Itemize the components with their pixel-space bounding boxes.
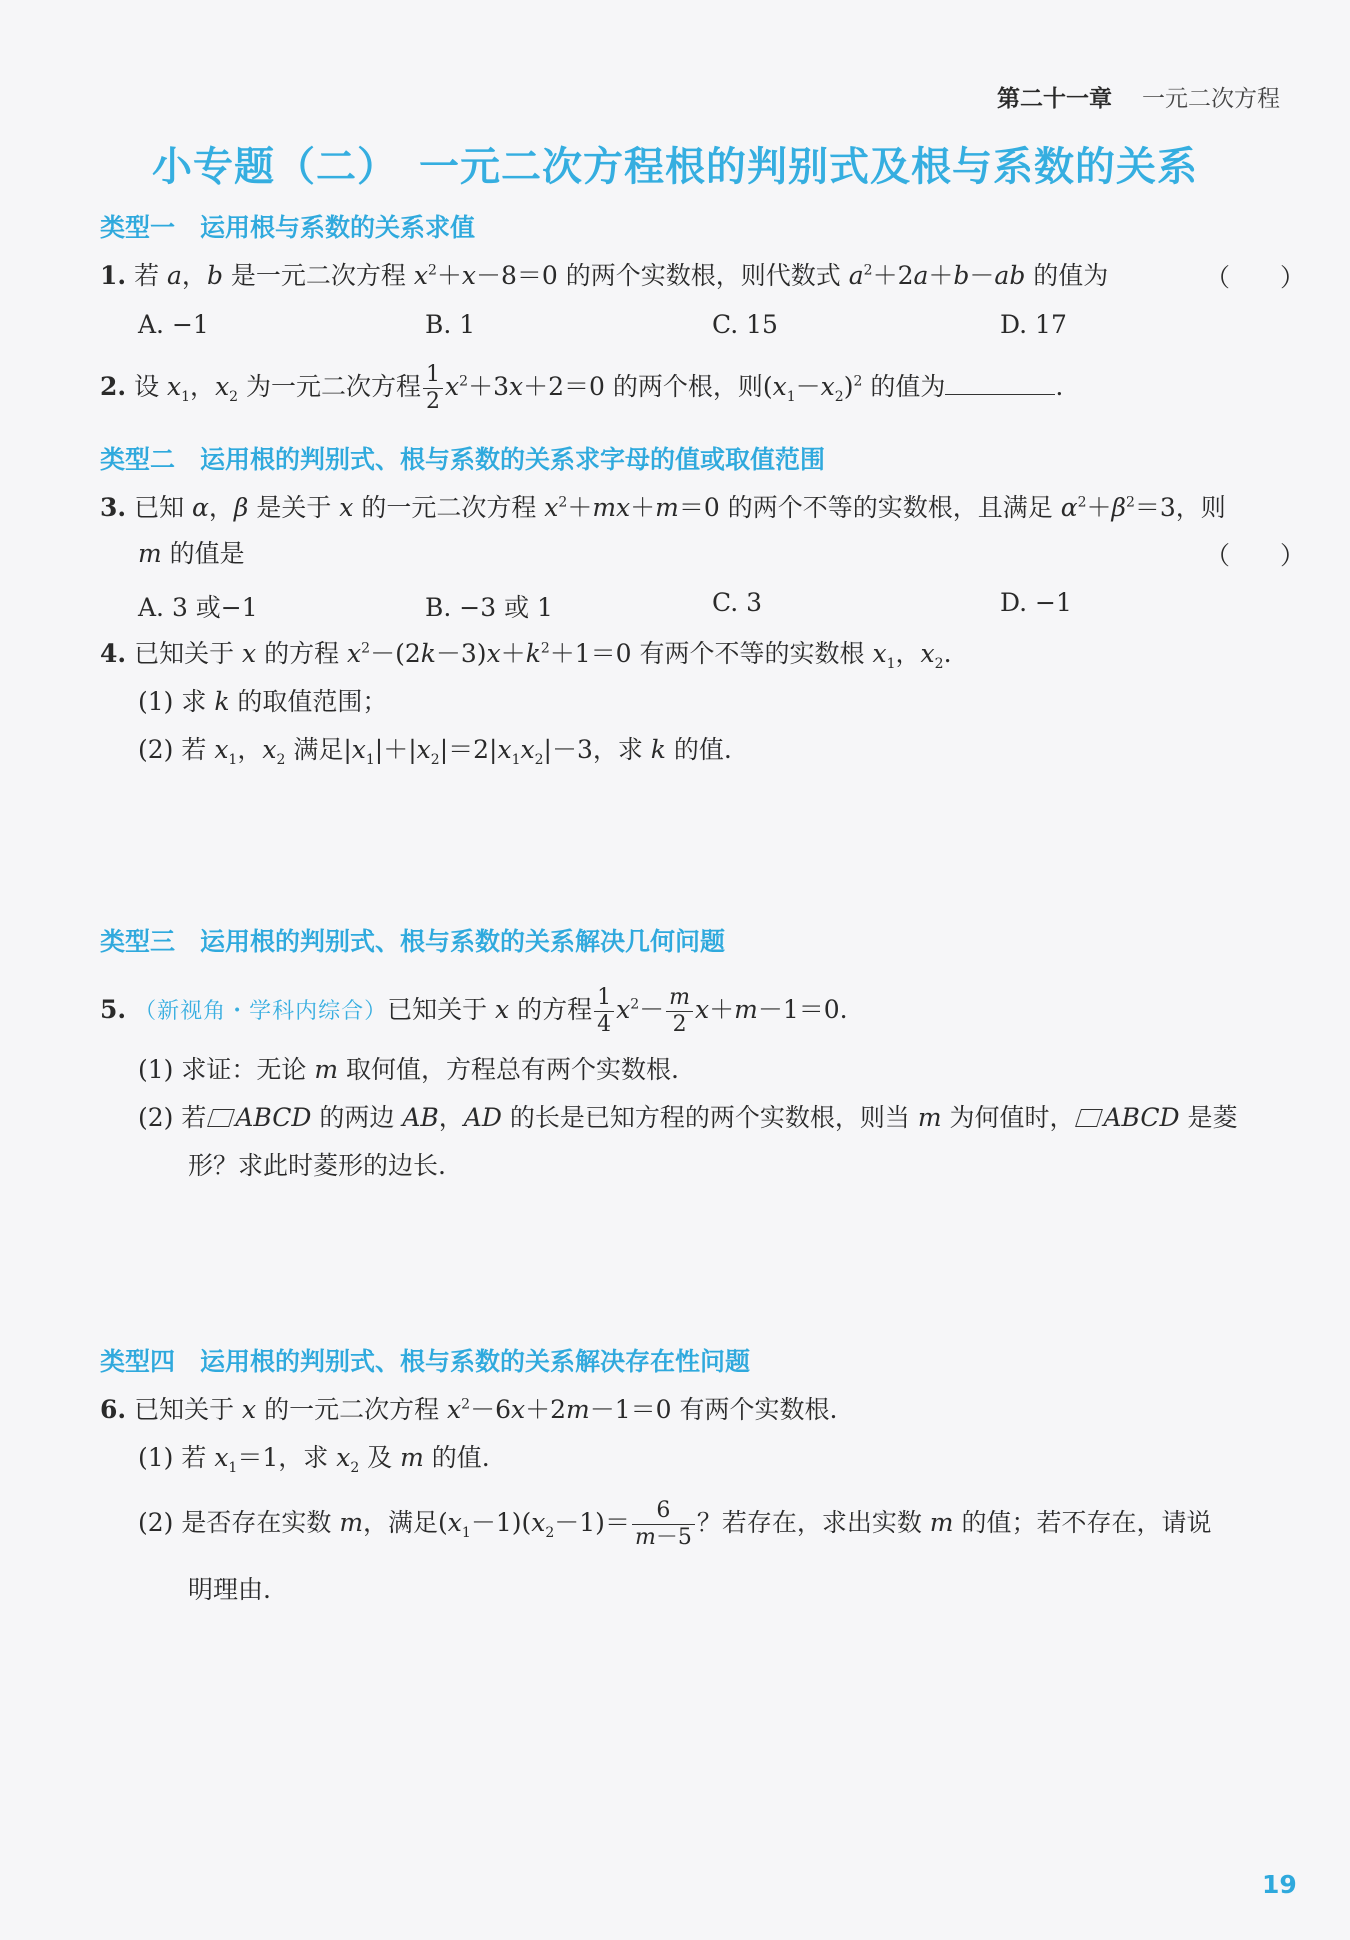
q1-option-b: B. 1 [425, 310, 476, 339]
answer-paren: （ ） [1205, 263, 1306, 292]
question-5: 5. （新视角・学科内综合）已知关于 x 的方程 $\frac{1}{4}$ $x^2-$ $\frac{m}{2}$ x＋m－1＝0. [100, 985, 848, 1037]
page-number: 19 [1262, 1870, 1297, 1899]
answer-paren: （ ） [1205, 541, 1306, 570]
question-1: 1. 若 a，b 是一元二次方程 $x^2+x-8=0$ 的两个实数根，则代数式 $a^2+2a+b-ab$ 的值为 [100, 261, 1109, 290]
type-3-heading: 类型三 运用根的判别式、根与系数的关系解决几何问题 [100, 927, 726, 956]
chapter-label: 第二十一章 [997, 86, 1112, 112]
question-number: 2. [100, 372, 127, 401]
chapter-topic: 一元二次方程 [1142, 86, 1280, 112]
question-6-part-2: (2) 是否存在实数 m，满足$(x_1-1)(x_2-1)=$ $\frac{6}{m-5}$ ？若存在，求出实数 m 的值；若不存在，请说 [138, 1498, 1212, 1550]
question-3-cont: m 的值是 [138, 539, 245, 568]
answer-blank[interactable] [945, 372, 1055, 395]
question-2: 2. 设 $x_1$，$x_2$ 为一元二次方程 $\frac{1}{2}$ $x^2+3x+2=0$ 的两个根，则$(x_1-x_2)^2$ 的值为 . [100, 362, 1064, 414]
q3-option-a: A. 3 或−1 [138, 593, 258, 622]
question-4-part-1: (1) 求 k 的取值范围； [138, 687, 388, 716]
type-2-heading: 类型二 运用根的判别式、根与系数的关系求字母的值或取值范围 [100, 445, 826, 474]
question-6: 6. 已知关于 x 的一元二次方程 $x^2-6x+2m-1=0$ 有两个实数根. [100, 1395, 838, 1424]
fraction: $\frac{m}{2}$ [666, 985, 693, 1038]
page-title: 小专题（二） 一元二次方程根的判别式及根与系数的关系 [152, 143, 1198, 190]
parallelogram-icon [207, 1109, 235, 1127]
question-4-part-2: (2) 若 $x_1$，$x_2$ 满足$|x_1|+|x_2|=2|x_1x_2|-3$，求 k 的值. [138, 735, 732, 768]
question-4: 4. 已知关于 x 的方程 $x^2-(2k-3)x+k^2+1=0$ 有两个不等的实数根 $x_1$，$x_2$. [100, 639, 952, 672]
question-3: 3. 已知 α，β 是关于 x 的一元二次方程 $x^2+mx+m=0$ 的两个不等的实数根，且满足 $\alpha^2+\beta^2=3$，则 [100, 493, 1226, 522]
question-6-part-2-cont: 明理由. [188, 1575, 271, 1604]
question-tag: （新视角・学科内综合） [134, 999, 388, 1024]
question-5-part-2-cont: 形？求此时菱形的边长. [188, 1151, 446, 1180]
question-5-part-2: (2) 若 ABCD 的两边 AB，AD 的长是已知方程的两个实数根，则当 m 为何值时， ABCD 是菱 [138, 1103, 1238, 1132]
parallelogram-icon [1076, 1109, 1104, 1127]
q3-option-d: D. −1 [1000, 588, 1072, 617]
fraction: $\frac{1}{4}$ [594, 985, 614, 1038]
question-number: 5. [100, 995, 127, 1024]
question-number: 3. [100, 493, 127, 522]
type-4-heading: 类型四 运用根的判别式、根与系数的关系解决存在性问题 [100, 1347, 751, 1376]
question-number: 1. [100, 261, 127, 290]
q3-option-b: B. −3 或 1 [425, 593, 553, 622]
q1-option-a: A. −1 [138, 310, 209, 339]
question-number: 4. [100, 639, 127, 668]
fraction: $\frac{1}{2}$ [423, 362, 443, 415]
q3-option-c: C. 3 [712, 588, 763, 617]
q1-option-d: D. 17 [1000, 310, 1067, 339]
type-1-heading: 类型一 运用根与系数的关系求值 [100, 213, 476, 242]
question-6-part-1: (1) 若 $x_1=1$，求 $x_2$ 及 m 的值. [138, 1443, 490, 1476]
q1-option-c: C. 15 [712, 310, 778, 339]
question-number: 6. [100, 1395, 127, 1424]
fraction: $\frac{6}{m-5}$ [632, 1498, 695, 1551]
question-5-part-1: (1) 求证：无论 m 取何值，方程总有两个实数根. [138, 1055, 679, 1084]
